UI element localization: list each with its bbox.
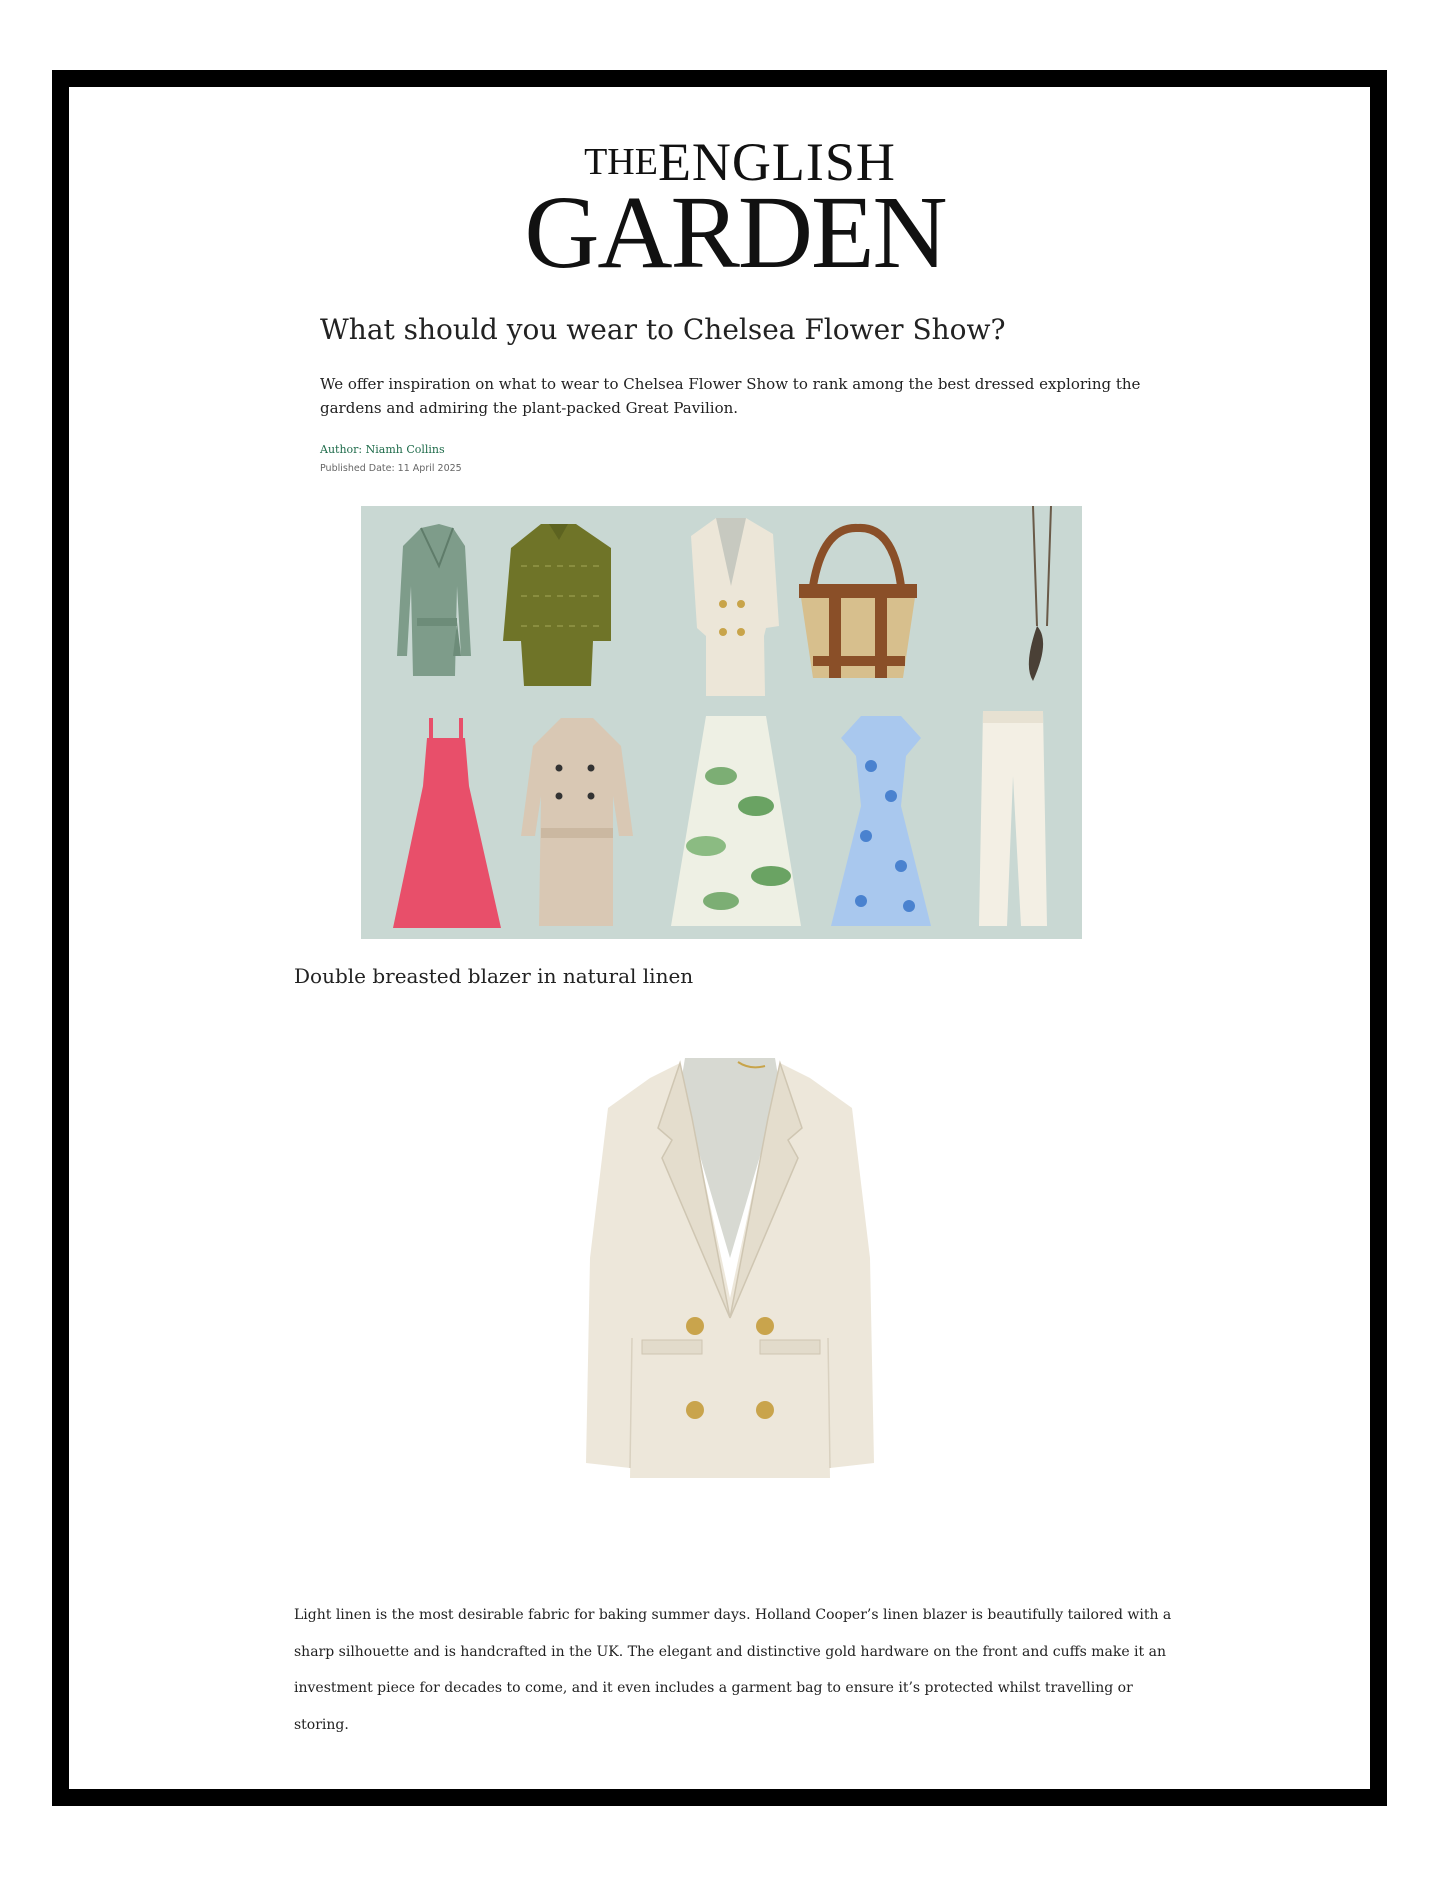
published-date: Published Date: 11 April 2025 <box>320 463 462 474</box>
product-section-title: Double breasted blazer in natural linen <box>294 964 694 988</box>
logo-garden: GARDEN <box>524 175 946 290</box>
article-headline: What should you wear to Chelsea Flower Show? <box>320 313 1006 346</box>
article-standfirst: We offer inspiration on what to wear to Chelsea Flower Show to rank among the best dressed exploring the gardens and admiring the plant-packed Great Pavilion. <box>320 375 1141 417</box>
article-body-paragraph: Light linen is the most desirable fabric for baking summer days. Holland Cooper’s linen blazer is beautifully tailored with a sharp silhouette and is handcrafted in the UK. The elegant and distinctive gold hardware on the front and cuffs make it an investment piece for decades to come, and it even includes a garment bag to ensure it’s protected whilst travelling or storing. <box>294 1607 1172 1733</box>
outfit-collage-image <box>361 506 1082 939</box>
author-link[interactable]: Author: Niamh Collins <box>320 443 445 456</box>
linen-blazer-image <box>580 1058 880 1508</box>
masthead-logo[interactable] <box>0 132 1440 290</box>
logo-the: THE <box>584 141 658 183</box>
logo-english: ENGLISH <box>657 132 896 192</box>
